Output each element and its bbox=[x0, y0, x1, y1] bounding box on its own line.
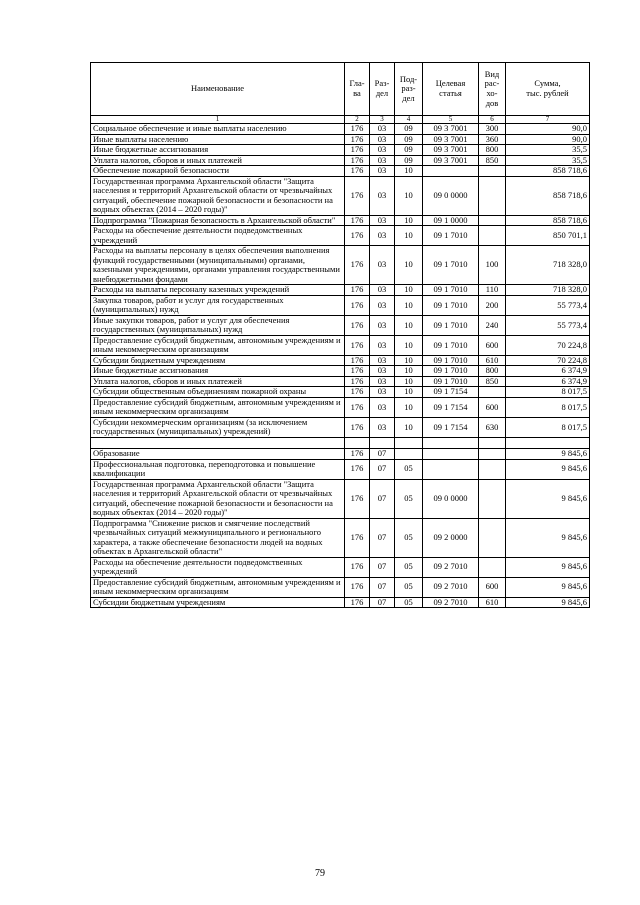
cell-glava: 176 bbox=[345, 479, 370, 518]
cell-vid: 610 bbox=[479, 355, 506, 366]
cell-name: Уплата налогов, сборов и иных платежей bbox=[91, 155, 345, 166]
header-summa bbox=[506, 63, 590, 116]
cell-cel: 09 2 7010 bbox=[423, 597, 479, 608]
cell-cel: 09 2 7010 bbox=[423, 577, 479, 597]
cell-vid bbox=[479, 226, 506, 246]
cell-cel: 09 0 0000 bbox=[423, 479, 479, 518]
table-row bbox=[91, 518, 590, 557]
cell-razdel: 03 bbox=[370, 417, 395, 437]
cell-name: Субсидии некоммерческим организациям (за исключением государственных (муниципальных) учреждений) bbox=[91, 417, 345, 437]
cell-name: Социальное обеспечение и иные выплаты населению bbox=[91, 124, 345, 135]
cell-razdel: 03 bbox=[370, 246, 395, 285]
header-vid bbox=[479, 63, 506, 116]
cell-podrazdel: 09 bbox=[395, 155, 423, 166]
table-row bbox=[91, 176, 590, 215]
cell-podrazdel: 10 bbox=[395, 226, 423, 246]
cell-summa bbox=[506, 437, 590, 448]
cell-cel: 09 1 7010 bbox=[423, 226, 479, 246]
cell-razdel: 03 bbox=[370, 155, 395, 166]
cell-glava: 176 bbox=[345, 246, 370, 285]
table-row bbox=[91, 335, 590, 355]
header-vid-text: Вид рас- хо- дов bbox=[484, 68, 500, 108]
cell-summa: 718 328,0 bbox=[506, 246, 590, 285]
cell-glava: 176 bbox=[345, 215, 370, 226]
cell-cel: 09 1 7154 bbox=[423, 397, 479, 417]
cell-summa: 718 328,0 bbox=[506, 285, 590, 296]
cell-name: Профессиональная подготовка, переподготовка и повышение квалификации bbox=[91, 459, 345, 479]
cell-cel bbox=[423, 448, 479, 459]
cell-podrazdel: 10 bbox=[395, 246, 423, 285]
column-index: 5 bbox=[423, 116, 479, 124]
header-summa-text: Сумма, тыс. рублей bbox=[526, 78, 569, 98]
cell-podrazdel bbox=[395, 448, 423, 459]
cell-vid: 110 bbox=[479, 285, 506, 296]
cell-vid bbox=[479, 166, 506, 177]
table-row bbox=[91, 366, 590, 377]
cell-razdel: 03 bbox=[370, 134, 395, 145]
cell-podrazdel: 09 bbox=[395, 124, 423, 135]
cell-name: Расходы на обеспечение деятельности подведомственных учреждений bbox=[91, 226, 345, 246]
cell-podrazdel: 10 bbox=[395, 417, 423, 437]
table-row bbox=[91, 355, 590, 366]
cell-razdel: 03 bbox=[370, 366, 395, 377]
cell-summa: 9 845,6 bbox=[506, 479, 590, 518]
cell-podrazdel: 05 bbox=[395, 518, 423, 557]
cell-vid: 200 bbox=[479, 295, 506, 315]
cell-glava bbox=[345, 437, 370, 448]
cell-glava: 176 bbox=[345, 285, 370, 296]
cell-glava: 176 bbox=[345, 166, 370, 177]
cell-podrazdel: 10 bbox=[395, 166, 423, 177]
cell-podrazdel: 05 bbox=[395, 597, 423, 608]
cell-summa: 8 017,5 bbox=[506, 387, 590, 398]
header-podrazdel-text: Под- раз- дел bbox=[399, 73, 418, 103]
header-glava bbox=[345, 63, 370, 116]
table-row bbox=[91, 155, 590, 166]
table-row bbox=[91, 459, 590, 479]
table-row bbox=[91, 437, 590, 448]
cell-name: Предоставление субсидий бюджетным, автономным учреждениям и иным некоммерческим организациям bbox=[91, 335, 345, 355]
cell-razdel: 03 bbox=[370, 295, 395, 315]
cell-summa: 9 845,6 bbox=[506, 518, 590, 557]
table-header-row bbox=[91, 63, 590, 116]
table-row bbox=[91, 145, 590, 156]
cell-glava: 176 bbox=[345, 557, 370, 577]
cell-cel: 09 3 7001 bbox=[423, 124, 479, 135]
cell-vid: 300 bbox=[479, 124, 506, 135]
cell-glava: 176 bbox=[345, 577, 370, 597]
cell-summa: 8 017,5 bbox=[506, 397, 590, 417]
cell-summa: 8 017,5 bbox=[506, 417, 590, 437]
cell-summa: 9 845,6 bbox=[506, 557, 590, 577]
cell-name: Предоставление субсидий бюджетным, автономным учреждениям и иным некоммерческим организациям bbox=[91, 577, 345, 597]
cell-glava: 176 bbox=[345, 134, 370, 145]
cell-vid: 800 bbox=[479, 145, 506, 156]
cell-summa: 6 374,9 bbox=[506, 376, 590, 387]
cell-name: Предоставление субсидий бюджетным, автономным учреждениям и иным некоммерческим организациям bbox=[91, 397, 345, 417]
cell-summa: 90,0 bbox=[506, 124, 590, 135]
cell-glava: 176 bbox=[345, 366, 370, 377]
cell-glava: 176 bbox=[345, 226, 370, 246]
cell-razdel: 03 bbox=[370, 355, 395, 366]
cell-glava: 176 bbox=[345, 295, 370, 315]
table-row bbox=[91, 295, 590, 315]
table-row bbox=[91, 134, 590, 145]
cell-podrazdel: 10 bbox=[395, 285, 423, 296]
table-row bbox=[91, 557, 590, 577]
cell-vid: 600 bbox=[479, 577, 506, 597]
cell-cel: 09 1 7010 bbox=[423, 315, 479, 335]
cell-name: Расходы на выплаты персоналу казенных учреждений bbox=[91, 285, 345, 296]
cell-razdel: 03 bbox=[370, 387, 395, 398]
table-row bbox=[91, 417, 590, 437]
table-row bbox=[91, 376, 590, 387]
table-row bbox=[91, 246, 590, 285]
cell-podrazdel: 05 bbox=[395, 577, 423, 597]
cell-vid: 610 bbox=[479, 597, 506, 608]
cell-summa: 858 718,6 bbox=[506, 176, 590, 215]
cell-razdel: 03 bbox=[370, 176, 395, 215]
cell-glava: 176 bbox=[345, 448, 370, 459]
table-row bbox=[91, 448, 590, 459]
cell-cel: 09 0 0000 bbox=[423, 176, 479, 215]
cell-vid bbox=[479, 176, 506, 215]
cell-razdel: 07 bbox=[370, 448, 395, 459]
cell-razdel: 03 bbox=[370, 315, 395, 335]
cell-name: Иные бюджетные ассигнования bbox=[91, 366, 345, 377]
cell-vid bbox=[479, 518, 506, 557]
cell-vid: 100 bbox=[479, 246, 506, 285]
cell-razdel: 07 bbox=[370, 557, 395, 577]
column-index: 1 bbox=[91, 116, 345, 124]
cell-name: Расходы на обеспечение деятельности подведомственных учреждений bbox=[91, 557, 345, 577]
cell-summa: 55 773,4 bbox=[506, 315, 590, 335]
cell-name bbox=[91, 437, 345, 448]
cell-summa: 70 224,8 bbox=[506, 335, 590, 355]
cell-name: Субсидии общественным объединениям пожарной охраны bbox=[91, 387, 345, 398]
cell-vid: 360 bbox=[479, 134, 506, 145]
cell-vid bbox=[479, 479, 506, 518]
cell-razdel: 03 bbox=[370, 124, 395, 135]
cell-name: Государственная программа Архангельской области "Защита населения и территорий Архангельской области от чрезвычайных ситуаций, обеспечение пожарной безопасности и безопасности на водных объектах (2014 – 2020 годы)" bbox=[91, 176, 345, 215]
cell-podrazdel bbox=[395, 437, 423, 448]
cell-cel bbox=[423, 459, 479, 479]
table-row bbox=[91, 479, 590, 518]
column-index: 6 bbox=[479, 116, 506, 124]
table-row bbox=[91, 315, 590, 335]
cell-cel: 09 2 0000 bbox=[423, 518, 479, 557]
cell-glava: 176 bbox=[345, 335, 370, 355]
cell-razdel: 07 bbox=[370, 479, 395, 518]
budget-table bbox=[90, 62, 590, 608]
cell-glava: 176 bbox=[345, 355, 370, 366]
cell-name: Уплата налогов, сборов и иных платежей bbox=[91, 376, 345, 387]
cell-glava: 176 bbox=[345, 397, 370, 417]
cell-vid bbox=[479, 448, 506, 459]
cell-cel: 09 1 7010 bbox=[423, 355, 479, 366]
cell-summa: 35,5 bbox=[506, 145, 590, 156]
header-name: Наименование bbox=[91, 63, 345, 116]
cell-cel: 09 1 7010 bbox=[423, 366, 479, 377]
cell-vid: 630 bbox=[479, 417, 506, 437]
cell-glava: 176 bbox=[345, 417, 370, 437]
cell-summa: 35,5 bbox=[506, 155, 590, 166]
cell-razdel: 03 bbox=[370, 145, 395, 156]
cell-glava: 176 bbox=[345, 459, 370, 479]
cell-podrazdel: 05 bbox=[395, 459, 423, 479]
header-cel-text: Целевая статья bbox=[435, 78, 466, 98]
table-row bbox=[91, 577, 590, 597]
cell-summa: 9 845,6 bbox=[506, 577, 590, 597]
cell-glava: 176 bbox=[345, 518, 370, 557]
cell-name: Иные закупки товаров, работ и услуг для обеспечения государственных (муниципальных) нужд bbox=[91, 315, 345, 335]
cell-name: Государственная программа Архангельской области "Защита населения и территорий Архангельской области от чрезвычайных ситуаций, обеспечение пожарной безопасности и безопасности на водных объектах (2014 – 2020 годы)" bbox=[91, 479, 345, 518]
column-index: 2 bbox=[345, 116, 370, 124]
cell-glava: 176 bbox=[345, 176, 370, 215]
cell-podrazdel: 10 bbox=[395, 376, 423, 387]
table-row bbox=[91, 597, 590, 608]
cell-name: Расходы на выплаты персоналу в целях обеспечения выполнения функций государственными (муниципальными) органами, казенными учреждениями, органами управления государственными внебюджетными фондами bbox=[91, 246, 345, 285]
cell-podrazdel: 10 bbox=[395, 315, 423, 335]
cell-glava: 176 bbox=[345, 145, 370, 156]
cell-summa: 858 718,6 bbox=[506, 215, 590, 226]
cell-name: Иные бюджетные ассигнования bbox=[91, 145, 345, 156]
cell-name: Закупка товаров, работ и услуг для государственных (муниципальных) нужд bbox=[91, 295, 345, 315]
cell-razdel: 03 bbox=[370, 335, 395, 355]
cell-cel: 09 1 7010 bbox=[423, 246, 479, 285]
header-podrazdel bbox=[395, 63, 423, 116]
cell-summa: 9 845,6 bbox=[506, 459, 590, 479]
cell-cel: 09 1 0000 bbox=[423, 215, 479, 226]
cell-podrazdel: 10 bbox=[395, 387, 423, 398]
cell-podrazdel: 10 bbox=[395, 176, 423, 215]
cell-podrazdel: 05 bbox=[395, 557, 423, 577]
cell-razdel: 07 bbox=[370, 577, 395, 597]
cell-cel: 09 1 7010 bbox=[423, 285, 479, 296]
cell-glava: 176 bbox=[345, 124, 370, 135]
cell-vid bbox=[479, 557, 506, 577]
cell-vid: 850 bbox=[479, 155, 506, 166]
header-razdel-text: Раз- дел bbox=[374, 78, 390, 98]
cell-vid: 600 bbox=[479, 335, 506, 355]
cell-vid: 240 bbox=[479, 315, 506, 335]
cell-cel bbox=[423, 166, 479, 177]
header-cel bbox=[423, 63, 479, 116]
page-number: 79 bbox=[315, 868, 325, 879]
table-body bbox=[91, 124, 590, 608]
cell-vid bbox=[479, 459, 506, 479]
cell-cel bbox=[423, 437, 479, 448]
cell-razdel: 07 bbox=[370, 518, 395, 557]
cell-cel: 09 1 7010 bbox=[423, 295, 479, 315]
cell-name: Подпрограмма "Снижение рисков и смягчение последствий чрезвычайных ситуаций межмуниципального и регионального характера, а также обеспечение безопасности людей на водных объектах в Архангельской области" bbox=[91, 518, 345, 557]
cell-vid: 600 bbox=[479, 397, 506, 417]
cell-cel: 09 3 7001 bbox=[423, 145, 479, 156]
column-index: 3 bbox=[370, 116, 395, 124]
cell-razdel: 07 bbox=[370, 597, 395, 608]
cell-razdel: 03 bbox=[370, 376, 395, 387]
cell-summa: 70 224,8 bbox=[506, 355, 590, 366]
cell-podrazdel: 10 bbox=[395, 355, 423, 366]
cell-glava: 176 bbox=[345, 387, 370, 398]
cell-razdel: 03 bbox=[370, 285, 395, 296]
table-row bbox=[91, 226, 590, 246]
cell-glava: 176 bbox=[345, 155, 370, 166]
cell-vid bbox=[479, 215, 506, 226]
cell-cel: 09 1 7010 bbox=[423, 376, 479, 387]
cell-name: Субсидии бюджетным учреждениям bbox=[91, 355, 345, 366]
cell-cel: 09 3 7001 bbox=[423, 155, 479, 166]
column-index: 7 bbox=[506, 116, 590, 124]
cell-summa: 55 773,4 bbox=[506, 295, 590, 315]
header-glava-text: Гла- ва bbox=[349, 78, 365, 98]
cell-vid bbox=[479, 387, 506, 398]
cell-vid: 850 bbox=[479, 376, 506, 387]
cell-podrazdel: 10 bbox=[395, 366, 423, 377]
cell-summa: 6 374,9 bbox=[506, 366, 590, 377]
cell-podrazdel: 09 bbox=[395, 134, 423, 145]
cell-podrazdel: 10 bbox=[395, 397, 423, 417]
cell-name: Подпрограмма "Пожарная безопасность в Архангельской области" bbox=[91, 215, 345, 226]
cell-summa: 9 845,6 bbox=[506, 597, 590, 608]
table-row bbox=[91, 166, 590, 177]
cell-name: Иные выплаты населению bbox=[91, 134, 345, 145]
cell-podrazdel: 10 bbox=[395, 295, 423, 315]
cell-razdel: 03 bbox=[370, 397, 395, 417]
cell-name: Обеспечение пожарной безопасности bbox=[91, 166, 345, 177]
cell-podrazdel: 05 bbox=[395, 479, 423, 518]
cell-podrazdel: 10 bbox=[395, 215, 423, 226]
cell-summa: 9 845,6 bbox=[506, 448, 590, 459]
cell-glava: 176 bbox=[345, 315, 370, 335]
cell-razdel: 07 bbox=[370, 459, 395, 479]
cell-cel: 09 1 7154 bbox=[423, 417, 479, 437]
cell-cel: 09 3 7001 bbox=[423, 134, 479, 145]
column-index: 4 bbox=[395, 116, 423, 124]
table-row bbox=[91, 285, 590, 296]
header-razdel bbox=[370, 63, 395, 116]
cell-podrazdel: 09 bbox=[395, 145, 423, 156]
cell-summa: 90,0 bbox=[506, 134, 590, 145]
table-row bbox=[91, 124, 590, 135]
cell-podrazdel: 10 bbox=[395, 335, 423, 355]
cell-vid: 800 bbox=[479, 366, 506, 377]
cell-vid bbox=[479, 437, 506, 448]
cell-name: Образование bbox=[91, 448, 345, 459]
cell-name: Субсидии бюджетным учреждениям bbox=[91, 597, 345, 608]
table-row bbox=[91, 215, 590, 226]
cell-glava: 176 bbox=[345, 597, 370, 608]
cell-cel: 09 1 7154 bbox=[423, 387, 479, 398]
cell-razdel: 03 bbox=[370, 215, 395, 226]
cell-razdel: 03 bbox=[370, 166, 395, 177]
table-row bbox=[91, 397, 590, 417]
cell-cel: 09 2 7010 bbox=[423, 557, 479, 577]
cell-glava: 176 bbox=[345, 376, 370, 387]
cell-summa: 858 718,6 bbox=[506, 166, 590, 177]
cell-razdel bbox=[370, 437, 395, 448]
cell-cel: 09 1 7010 bbox=[423, 335, 479, 355]
table-row bbox=[91, 387, 590, 398]
cell-razdel: 03 bbox=[370, 226, 395, 246]
cell-summa: 850 701,1 bbox=[506, 226, 590, 246]
